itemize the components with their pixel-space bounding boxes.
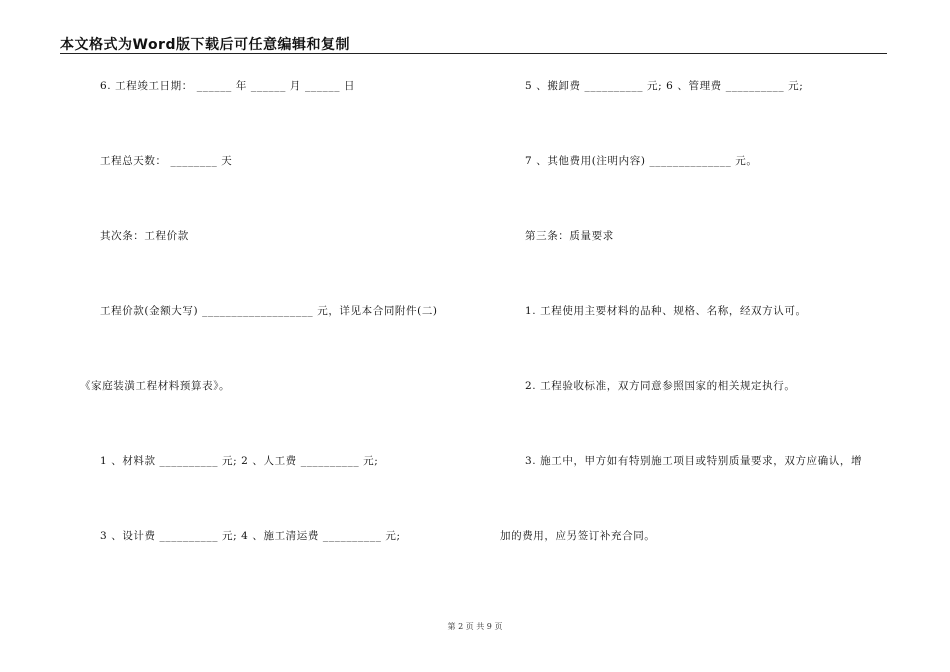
left-line-total-days: 工程总天数： ________ 天 bbox=[100, 155, 233, 167]
left-line-completion-date: 6. 工程竣工日期： ______ 年 ______ 月 ______ 日 bbox=[100, 80, 356, 92]
right-line-other-fees: 7 、其他费用(注明内容) ______________ 元。 bbox=[525, 155, 758, 167]
right-line-acceptance-standard: 2. 工程验收标准，双方同意参照国家的相关规定执行。 bbox=[525, 380, 796, 392]
right-line-moving-management: 5 、搬卸费 __________ 元; 6 、管理费 __________ 元; bbox=[525, 80, 804, 92]
left-line-material-labor: 1 、材料款 __________ 元; 2 、人工费 __________ 元; bbox=[100, 455, 379, 467]
left-line-project-price: 工程价款(金额大写) ___________________ 元，详见本合同附件(二) bbox=[100, 305, 438, 317]
page-number-footer: 第 2 页 共 9 页 bbox=[447, 622, 503, 631]
right-line-special-requirements: 3. 施工中，甲方如有特别施工项目或特别质量要求，双方应确认，增 bbox=[525, 455, 863, 467]
left-line-article-two-heading: 其次条：工程价款 bbox=[100, 230, 189, 242]
right-line-materials-approval: 1. 工程使用主要材料的品种、规格、名称，经双方认可。 bbox=[525, 305, 807, 317]
header-divider bbox=[60, 53, 887, 54]
page-header-title: 本文格式为Word版下载后可任意编辑和复制 bbox=[60, 37, 350, 53]
right-line-article-three-heading: 第三条：质量要求 bbox=[525, 230, 614, 242]
left-line-budget-table: 《家庭装潢工程材料预算表》。 bbox=[80, 380, 231, 392]
right-line-supplementary-contract: 加的费用，应另签订补充合同。 bbox=[500, 530, 656, 542]
left-line-design-cleanup: 3 、设计费 __________ 元; 4 、施工清运费 __________ 元; bbox=[100, 530, 401, 542]
